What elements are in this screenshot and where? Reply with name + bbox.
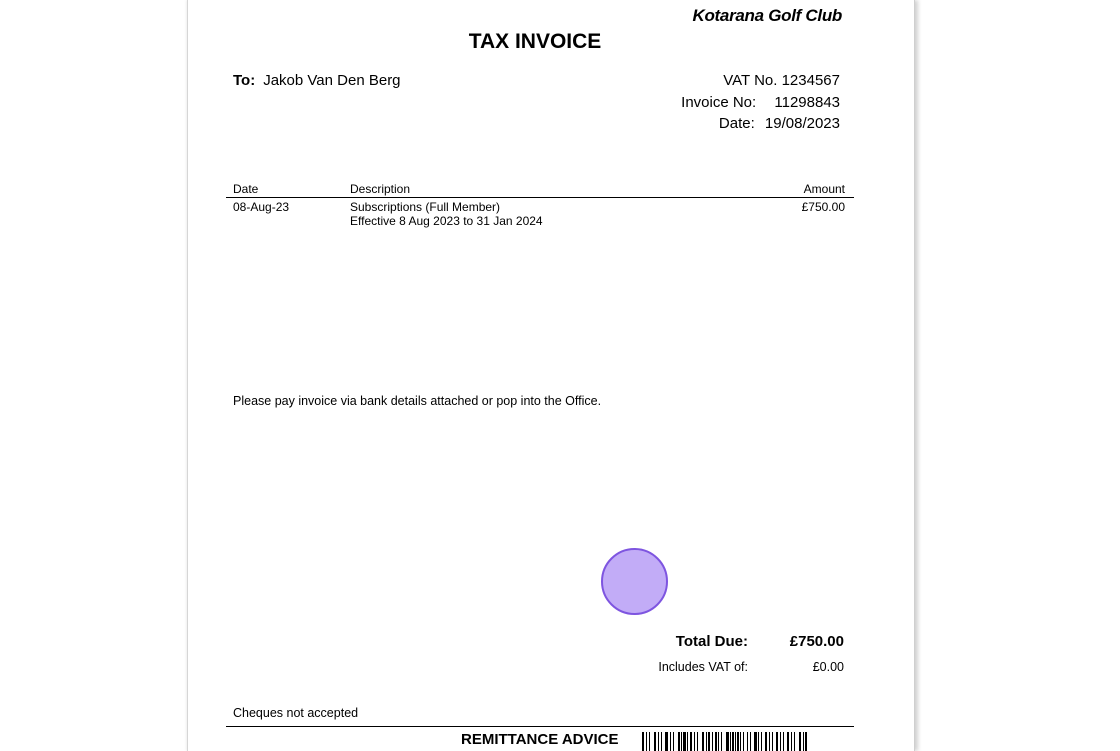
line-amount: £750.00 <box>801 200 845 214</box>
invoice-date: 19/08/2023 <box>764 115 840 132</box>
table-header-rule <box>226 197 854 198</box>
vat-included-label: Includes VAT of: <box>658 660 748 674</box>
invoice-title: TAX INVOICE <box>468 30 602 53</box>
club-logo-text: Kotarana Golf Club <box>692 6 842 25</box>
recipient-block <box>233 72 401 89</box>
column-header-description: Description <box>350 182 411 196</box>
line-description: Subscriptions (Full Member) <box>350 200 501 214</box>
invoice-date-row <box>719 115 840 132</box>
vat-number: 1234567 <box>781 72 840 89</box>
vat-number-row <box>723 72 840 89</box>
vat-label: VAT No. <box>723 72 778 89</box>
vat-included-value: £0.00 <box>812 660 844 674</box>
invoice-no-label: Invoice No: <box>681 94 757 111</box>
payment-note: Please pay invoice via bank details attached or pop into the Office. <box>233 394 602 408</box>
line-date: 08-Aug-23 <box>233 200 290 214</box>
total-due-value: £750.00 <box>789 633 844 650</box>
recipient-name: Jakob Van Den Berg <box>263 72 401 89</box>
column-header-date: Date <box>233 182 259 196</box>
to-label: To: <box>233 72 256 89</box>
column-header-amount: Amount <box>803 182 845 196</box>
invoice-number-row <box>681 94 840 111</box>
invoice-page <box>187 0 915 751</box>
invoice-number: 11298843 <box>774 94 840 111</box>
remittance-title: REMITTANCE ADVICE <box>461 731 619 748</box>
total-due-label: Total Due: <box>675 633 748 650</box>
barcode-image <box>642 732 808 751</box>
line-detail: Effective 8 Aug 2023 to 31 Jan 2024 <box>350 214 543 228</box>
date-label: Date: <box>718 115 755 132</box>
remittance-divider <box>226 726 854 727</box>
cursor-indicator <box>601 548 668 615</box>
cheques-note: Cheques not accepted <box>233 706 359 720</box>
